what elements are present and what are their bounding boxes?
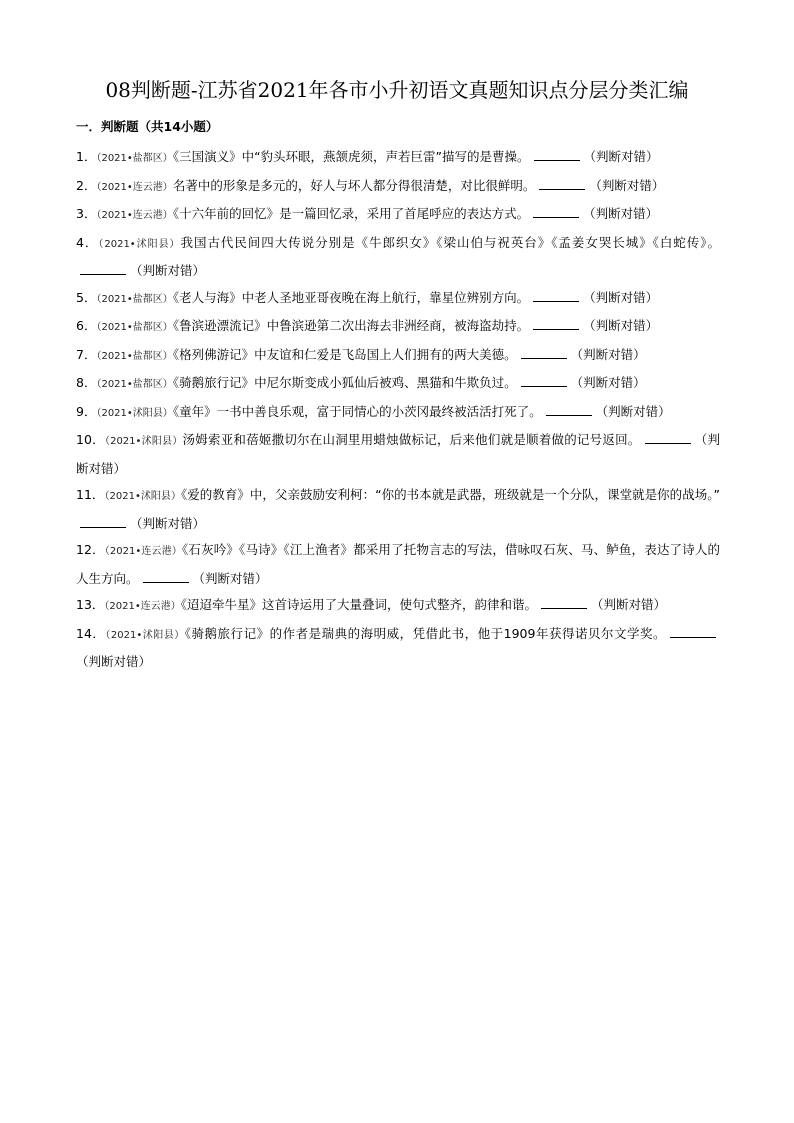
question-item [76,144,720,173]
question-suffix: （判断对错） [589,177,665,193]
question-source: （2021•连云港） [104,546,183,557]
question-item [76,621,720,676]
answer-blank[interactable] [539,175,585,190]
question-suffix: （判断对错） [583,289,659,305]
question-text: 《鲁滨逊漂流记》中鲁滨逊第二次出海去非洲经商，被海盗劫持。 [172,318,530,333]
question-number: 14． [76,625,106,641]
section-heading: 一．判断题（共14小题） [76,119,219,134]
question-suffix: （判断对错） [595,403,671,419]
question-source: （2021•沭阳县） [96,407,173,419]
question-item [76,173,720,202]
question-number: 13． [76,597,105,612]
question-item [76,592,720,621]
question-number: 1． [76,149,97,164]
question-suffix: （判断对错） [583,318,659,333]
question-item [76,285,720,314]
question-text: 名著中的形象是多元的，好人与坏人都分得很清楚，对比很鲜明。 [172,177,536,193]
question-suffix: （判断对错） [583,149,659,164]
answer-blank[interactable] [143,568,189,583]
question-item [76,230,720,285]
question-suffix: （判断对错） [583,206,659,221]
question-number: 4． [76,234,99,250]
answer-blank[interactable] [521,372,567,387]
answer-blank[interactable] [670,623,716,638]
question-source: （2021•盐都区） [96,293,173,305]
question-source: （2021•盐都区） [96,153,173,164]
question-text: 《童年》一书中善良乐观，富于同情心的小茨冈最终被活活打死了。 [172,403,542,419]
question-number: 11． [76,487,105,502]
answer-blank[interactable] [521,344,567,359]
answer-blank[interactable] [80,260,126,275]
question-suffix: （判断对错） [130,515,206,531]
answer-blank[interactable] [533,203,579,218]
document-title: 08判断题-江苏省2021年各市小升初语文真题知识点分层分类汇编 [105,78,689,102]
question-suffix: （判断对错） [192,570,268,586]
question-item [76,537,720,592]
question-number: 9． [76,403,97,419]
question-text: 《十六年前的回忆》是一篇回忆录，采用了首尾呼应的表达方式。 [172,206,530,221]
question-number: 8． [76,375,97,390]
question-text: 《迢迢牵牛星》这首诗运用了大量叠词，使句式整齐，韵律和谐。 [180,597,538,612]
question-item [76,370,720,399]
question-source: （2021•盐都区） [96,350,173,362]
question-suffix: （判断对错） [76,654,152,669]
question-text: 《老人与海》中老人圣地亚哥夜晚在海上航行，靠星位辨别方向。 [172,289,530,305]
answer-blank[interactable] [546,401,592,416]
question-text: 《爱的教育》中，父亲鼓励安利柯：“你的书本就是武器，班级就是一个分队，课堂就是你的战场。” [180,487,720,502]
question-suffix: （判断对错） [591,597,667,612]
question-source: （2021•连云港） [96,210,173,221]
question-source: （2021•盐都区） [96,322,173,333]
answer-blank[interactable] [534,146,580,161]
question-number: 10． [76,432,105,447]
question-suffix: （判断对错） [76,432,720,476]
question-number: 12． [76,542,105,557]
question-source: （2021•沭阳县） [104,436,183,447]
question-list [76,144,720,676]
question-number: 3． [76,206,97,221]
question-item [76,342,720,371]
question-suffix: （判断对错） [570,346,646,362]
question-text: 《骑鹅旅行记》中尼尔斯变成小狐仙后被鸡、黑猫和牛欺负过。 [172,375,517,390]
question-number: 5． [76,289,97,305]
question-suffix: （判断对错） [130,263,206,278]
question-suffix: （判断对错） [570,375,646,390]
answer-blank[interactable] [533,315,579,330]
answer-blank[interactable] [541,594,587,609]
question-source: （2021•沭阳县） [104,491,181,502]
question-source: （2021•盐都区） [96,379,173,390]
question-text: 《骑鹅旅行记》的作者是瑞典的海明威，凭借此书，他于1909年获得诺贝尔文学奖。 [184,625,666,641]
question-item [76,399,720,428]
question-source: （2021•沭阳县） [105,629,185,641]
question-item [76,427,720,482]
question-text: 《三国演义》中“豹头环眼，燕颔虎须，声若巨雷”描写的是曹操。 [172,149,530,164]
question-number: 2． [76,177,97,193]
question-number: 7． [76,346,97,362]
answer-blank[interactable] [533,287,579,302]
question-source: （2021•连云港） [104,601,181,612]
question-number: 6． [76,318,97,333]
question-source: （2021•连云港） [96,181,173,193]
question-text: 《石灰吟》《马诗》《江上渔者》都采用了托物言志的写法，借咏叹石灰、马、鲈鱼，表达了诗人的人生方向。 [76,542,720,586]
question-text: 我国古代民间四大传说分别是《牛郎织女》《梁山伯与祝英台》《孟姜女哭长城》《白蛇传》。 [180,234,720,250]
answer-blank[interactable] [645,429,691,444]
question-item [76,201,720,230]
question-item [76,482,720,537]
question-source: （2021•沭阳县） [98,238,181,250]
question-text: 《格列佛游记》中友谊和仁爱是飞岛国上人们拥有的两大美德。 [172,346,517,362]
answer-blank[interactable] [80,513,126,528]
question-item [76,313,720,342]
question-text: 汤姆索亚和蓓姬撒切尔在山洞里用蜡烛做标记，后来他们就是顺着做的记号返回。 [182,432,641,447]
